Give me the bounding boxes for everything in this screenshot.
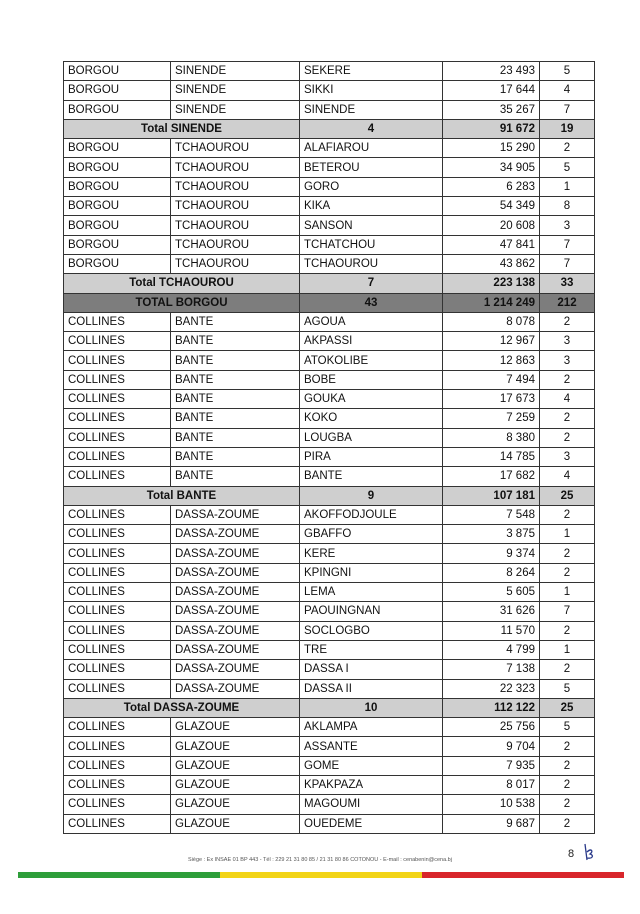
population-cell: 4 799 <box>443 640 540 659</box>
commune-cell: TCHAOUROU <box>171 197 300 216</box>
commune-cell: BANTE <box>171 409 300 428</box>
total-label-cell: Total SINENDE <box>64 119 300 138</box>
total-population-cell: 91 672 <box>443 119 540 138</box>
commune-cell: GLAZOUE <box>171 756 300 775</box>
count-cell: 1 <box>540 177 595 196</box>
population-cell: 31 626 <box>443 602 540 621</box>
count-cell: 5 <box>540 62 595 81</box>
department-cell: COLLINES <box>64 447 171 466</box>
arrondissement-cell: BOBE <box>300 370 443 389</box>
count-cell: 5 <box>540 158 595 177</box>
arrondissement-cell: MAGOUMI <box>300 795 443 814</box>
table-row <box>64 428 595 447</box>
table-row <box>64 679 595 698</box>
population-cell: 11 570 <box>443 621 540 640</box>
table-row <box>64 525 595 544</box>
department-cell: BORGOU <box>64 177 171 196</box>
population-cell: 7 259 <box>443 409 540 428</box>
department-cell: COLLINES <box>64 621 171 640</box>
population-cell: 47 841 <box>443 235 540 254</box>
arrondissement-cell: SEKERE <box>300 62 443 81</box>
table-row <box>64 447 595 466</box>
count-cell: 4 <box>540 390 595 409</box>
total-count-cell: 212 <box>540 293 595 312</box>
total-count-cell: 25 <box>540 486 595 505</box>
arrondissement-cell: ASSANTE <box>300 737 443 756</box>
total-label-cell: Total BANTE <box>64 486 300 505</box>
count-cell: 1 <box>540 640 595 659</box>
commune-cell: DASSA-ZOUME <box>171 640 300 659</box>
commune-cell: DASSA-ZOUME <box>171 525 300 544</box>
count-cell: 7 <box>540 602 595 621</box>
count-cell: 3 <box>540 351 595 370</box>
commune-cell: BANTE <box>171 467 300 486</box>
department-cell: COLLINES <box>64 583 171 602</box>
results-table <box>63 61 595 834</box>
population-cell: 9 687 <box>443 814 540 833</box>
total-arrondissement-count-cell: 4 <box>300 119 443 138</box>
arrondissement-cell: KPAKPAZA <box>300 775 443 794</box>
footer-address: Siège : Ex INSAE 01 BP 443 - Tél : 229 21 31 80 85 / 21 31 80 86 COTONOU - E-mail : cenabenin@cena.bj <box>188 857 452 863</box>
page-number: 8 <box>568 848 575 860</box>
population-cell: 25 756 <box>443 718 540 737</box>
population-cell: 34 905 <box>443 158 540 177</box>
total-population-cell: 1 214 249 <box>443 293 540 312</box>
department-cell: BORGOU <box>64 216 171 235</box>
department-cell: COLLINES <box>64 332 171 351</box>
commune-cell: SINENDE <box>171 62 300 81</box>
arrondissement-cell: LOUGBA <box>300 428 443 447</box>
arrondissement-cell: KIKA <box>300 197 443 216</box>
arrondissement-cell: TCHATCHOU <box>300 235 443 254</box>
arrondissement-cell: SANSON <box>300 216 443 235</box>
arrondissement-cell: PAOUINGNAN <box>300 602 443 621</box>
table-row <box>64 351 595 370</box>
population-cell: 9 704 <box>443 737 540 756</box>
total-population-cell: 223 138 <box>443 274 540 293</box>
count-cell: 3 <box>540 332 595 351</box>
commune-cell: DASSA-ZOUME <box>171 563 300 582</box>
commune-cell: DASSA-ZOUME <box>171 679 300 698</box>
department-cell: BORGOU <box>64 235 171 254</box>
commune-cell: DASSA-ZOUME <box>171 505 300 524</box>
count-cell: 2 <box>540 312 595 331</box>
arrondissement-cell: AKPASSI <box>300 332 443 351</box>
table-row <box>64 235 595 254</box>
population-cell: 17 682 <box>443 467 540 486</box>
population-cell: 12 967 <box>443 332 540 351</box>
population-cell: 23 493 <box>443 62 540 81</box>
count-cell: 2 <box>540 544 595 563</box>
total-label-cell: Total TCHAOUROU <box>64 274 300 293</box>
commune-cell: SINENDE <box>171 100 300 119</box>
table-row <box>64 660 595 679</box>
table-row <box>64 409 595 428</box>
population-cell: 35 267 <box>443 100 540 119</box>
department-cell: COLLINES <box>64 775 171 794</box>
commune-cell: BANTE <box>171 351 300 370</box>
arrondissement-cell: BANTE <box>300 467 443 486</box>
commune-cell: DASSA-ZOUME <box>171 660 300 679</box>
arrondissement-cell: DASSA I <box>300 660 443 679</box>
table-row <box>64 312 595 331</box>
arrondissement-cell: LEMA <box>300 583 443 602</box>
subtotal-row <box>64 119 595 138</box>
arrondissement-cell: TRE <box>300 640 443 659</box>
department-cell: BORGOU <box>64 81 171 100</box>
department-cell: COLLINES <box>64 390 171 409</box>
table-row <box>64 621 595 640</box>
department-cell: COLLINES <box>64 602 171 621</box>
table-row <box>64 62 595 81</box>
commune-cell: BANTE <box>171 312 300 331</box>
table-row <box>64 583 595 602</box>
arrondissement-cell: AGOUA <box>300 312 443 331</box>
commune-cell: TCHAOUROU <box>171 158 300 177</box>
count-cell: 4 <box>540 81 595 100</box>
flag-color-band <box>18 872 624 878</box>
department-cell: COLLINES <box>64 679 171 698</box>
arrondissement-cell: SINENDE <box>300 100 443 119</box>
grand-total-row <box>64 293 595 312</box>
count-cell: 7 <box>540 254 595 273</box>
table-row <box>64 100 595 119</box>
population-cell: 20 608 <box>443 216 540 235</box>
population-cell: 3 875 <box>443 525 540 544</box>
count-cell: 5 <box>540 679 595 698</box>
total-count-cell: 19 <box>540 119 595 138</box>
arrondissement-cell: PIRA <box>300 447 443 466</box>
total-label-cell: TOTAL BORGOU <box>64 293 300 312</box>
arrondissement-cell: ATOKOLIBE <box>300 351 443 370</box>
table-row <box>64 563 595 582</box>
table-row <box>64 775 595 794</box>
table-row <box>64 756 595 775</box>
department-cell: COLLINES <box>64 814 171 833</box>
initials-mark-icon <box>582 842 596 862</box>
count-cell: 2 <box>540 621 595 640</box>
commune-cell: DASSA-ZOUME <box>171 621 300 640</box>
department-cell: BORGOU <box>64 197 171 216</box>
table-row <box>64 158 595 177</box>
count-cell: 2 <box>540 737 595 756</box>
commune-cell: TCHAOUROU <box>171 254 300 273</box>
table-row <box>64 544 595 563</box>
arrondissement-cell: GBAFFO <box>300 525 443 544</box>
department-cell: COLLINES <box>64 505 171 524</box>
count-cell: 3 <box>540 447 595 466</box>
arrondissement-cell: KPINGNI <box>300 563 443 582</box>
count-cell: 7 <box>540 235 595 254</box>
population-cell: 7 138 <box>443 660 540 679</box>
commune-cell: BANTE <box>171 428 300 447</box>
table-row <box>64 332 595 351</box>
department-cell: COLLINES <box>64 351 171 370</box>
arrondissement-cell: KOKO <box>300 409 443 428</box>
department-cell: COLLINES <box>64 370 171 389</box>
commune-cell: GLAZOUE <box>171 814 300 833</box>
arrondissement-cell: GORO <box>300 177 443 196</box>
total-arrondissement-count-cell: 10 <box>300 698 443 717</box>
total-arrondissement-count-cell: 9 <box>300 486 443 505</box>
commune-cell: TCHAOUROU <box>171 216 300 235</box>
arrondissement-cell: DASSA II <box>300 679 443 698</box>
table-row <box>64 467 595 486</box>
population-cell: 15 290 <box>443 139 540 158</box>
count-cell: 2 <box>540 505 595 524</box>
population-cell: 7 548 <box>443 505 540 524</box>
count-cell: 7 <box>540 100 595 119</box>
total-population-cell: 107 181 <box>443 486 540 505</box>
population-cell: 14 785 <box>443 447 540 466</box>
department-cell: COLLINES <box>64 718 171 737</box>
count-cell: 3 <box>540 216 595 235</box>
commune-cell: DASSA-ZOUME <box>171 602 300 621</box>
arrondissement-cell: OUEDEME <box>300 814 443 833</box>
department-cell: BORGOU <box>64 139 171 158</box>
count-cell: 2 <box>540 370 595 389</box>
subtotal-row <box>64 486 595 505</box>
department-cell: COLLINES <box>64 563 171 582</box>
arrondissement-cell: AKLAMPA <box>300 718 443 737</box>
population-cell: 9 374 <box>443 544 540 563</box>
table-row <box>64 640 595 659</box>
table-row <box>64 602 595 621</box>
arrondissement-cell: GOUKA <box>300 390 443 409</box>
table-row <box>64 177 595 196</box>
count-cell: 2 <box>540 428 595 447</box>
count-cell: 4 <box>540 467 595 486</box>
population-cell: 17 673 <box>443 390 540 409</box>
table-row <box>64 370 595 389</box>
population-cell: 22 323 <box>443 679 540 698</box>
arrondissement-cell: SOCLOGBO <box>300 621 443 640</box>
commune-cell: SINENDE <box>171 81 300 100</box>
population-cell: 43 862 <box>443 254 540 273</box>
total-count-cell: 33 <box>540 274 595 293</box>
department-cell: BORGOU <box>64 62 171 81</box>
table-row <box>64 197 595 216</box>
table-row <box>64 139 595 158</box>
population-cell: 7 494 <box>443 370 540 389</box>
yellow-band <box>220 872 422 878</box>
count-cell: 2 <box>540 795 595 814</box>
count-cell: 2 <box>540 756 595 775</box>
commune-cell: TCHAOUROU <box>171 177 300 196</box>
commune-cell: TCHAOUROU <box>171 235 300 254</box>
department-cell: COLLINES <box>64 737 171 756</box>
commune-cell: GLAZOUE <box>171 775 300 794</box>
table-row <box>64 795 595 814</box>
commune-cell: DASSA-ZOUME <box>171 544 300 563</box>
arrondissement-cell: BETEROU <box>300 158 443 177</box>
table-row <box>64 216 595 235</box>
subtotal-row <box>64 698 595 717</box>
commune-cell: GLAZOUE <box>171 795 300 814</box>
department-cell: BORGOU <box>64 100 171 119</box>
table-row <box>64 505 595 524</box>
total-arrondissement-count-cell: 43 <box>300 293 443 312</box>
population-cell: 6 283 <box>443 177 540 196</box>
department-cell: COLLINES <box>64 795 171 814</box>
commune-cell: GLAZOUE <box>171 718 300 737</box>
arrondissement-cell: ALAFIAROU <box>300 139 443 158</box>
population-cell: 8 380 <box>443 428 540 447</box>
department-cell: COLLINES <box>64 428 171 447</box>
subtotal-row <box>64 274 595 293</box>
count-cell: 1 <box>540 525 595 544</box>
department-cell: BORGOU <box>64 158 171 177</box>
table-row <box>64 814 595 833</box>
count-cell: 5 <box>540 718 595 737</box>
department-cell: COLLINES <box>64 756 171 775</box>
population-cell: 7 935 <box>443 756 540 775</box>
results-table-body <box>64 62 595 834</box>
population-cell: 17 644 <box>443 81 540 100</box>
total-count-cell: 25 <box>540 698 595 717</box>
population-cell: 8 078 <box>443 312 540 331</box>
commune-cell: BANTE <box>171 390 300 409</box>
department-cell: COLLINES <box>64 409 171 428</box>
commune-cell: GLAZOUE <box>171 737 300 756</box>
count-cell: 2 <box>540 775 595 794</box>
count-cell: 2 <box>540 814 595 833</box>
department-cell: COLLINES <box>64 525 171 544</box>
total-population-cell: 112 122 <box>443 698 540 717</box>
arrondissement-cell: AKOFFODJOULE <box>300 505 443 524</box>
green-band <box>18 872 220 878</box>
table-row <box>64 390 595 409</box>
table-row <box>64 718 595 737</box>
population-cell: 8 017 <box>443 775 540 794</box>
commune-cell: BANTE <box>171 370 300 389</box>
arrondissement-cell: SIKKI <box>300 81 443 100</box>
count-cell: 2 <box>540 139 595 158</box>
department-cell: COLLINES <box>64 640 171 659</box>
arrondissement-cell: TCHAOUROU <box>300 254 443 273</box>
population-cell: 12 863 <box>443 351 540 370</box>
population-cell: 5 605 <box>443 583 540 602</box>
commune-cell: TCHAOUROU <box>171 139 300 158</box>
commune-cell: BANTE <box>171 332 300 351</box>
table-row <box>64 254 595 273</box>
table-row <box>64 81 595 100</box>
count-cell: 2 <box>540 563 595 582</box>
count-cell: 2 <box>540 409 595 428</box>
department-cell: COLLINES <box>64 312 171 331</box>
count-cell: 8 <box>540 197 595 216</box>
department-cell: COLLINES <box>64 467 171 486</box>
commune-cell: BANTE <box>171 447 300 466</box>
population-cell: 54 349 <box>443 197 540 216</box>
total-label-cell: Total DASSA-ZOUME <box>64 698 300 717</box>
department-cell: BORGOU <box>64 254 171 273</box>
table-row <box>64 737 595 756</box>
population-cell: 10 538 <box>443 795 540 814</box>
population-cell: 8 264 <box>443 563 540 582</box>
department-cell: COLLINES <box>64 660 171 679</box>
department-cell: COLLINES <box>64 544 171 563</box>
count-cell: 2 <box>540 660 595 679</box>
count-cell: 1 <box>540 583 595 602</box>
arrondissement-cell: GOME <box>300 756 443 775</box>
arrondissement-cell: KERE <box>300 544 443 563</box>
commune-cell: DASSA-ZOUME <box>171 583 300 602</box>
total-arrondissement-count-cell: 7 <box>300 274 443 293</box>
red-band <box>422 872 624 878</box>
